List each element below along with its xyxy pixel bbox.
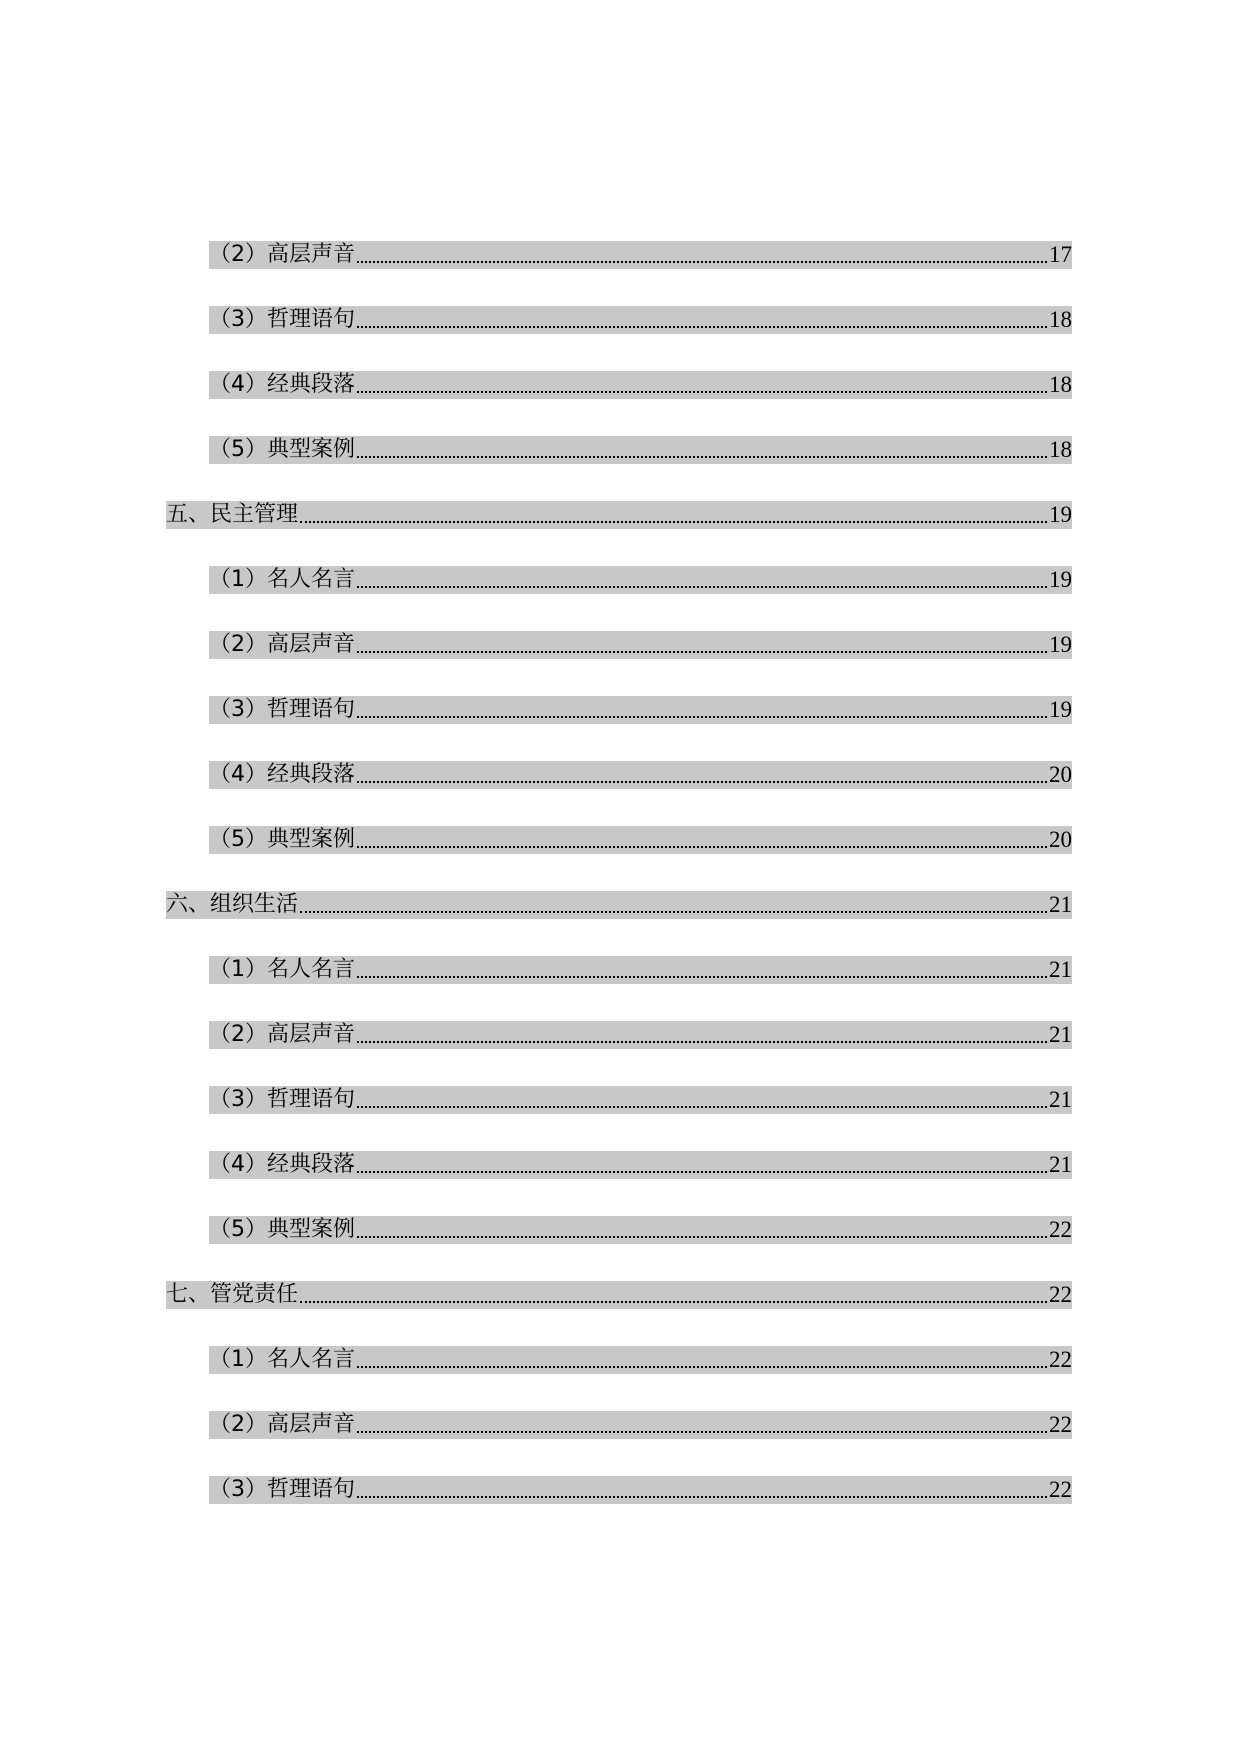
toc-entry[interactable] [209,631,1072,659]
toc-entry-label: （1）名人名言 [209,1347,355,1372]
toc-page-number: 21 [1049,1152,1072,1177]
toc-page-number: 19 [1049,567,1072,592]
toc-dot-leader [355,761,1049,789]
toc-page-number: 21 [1049,957,1072,982]
toc-dot-leader [355,1151,1049,1179]
toc-page-number: 22 [1049,1477,1072,1502]
toc-entry-label: （2）高层声音 [209,1412,355,1437]
toc-entry[interactable] [209,826,1072,854]
toc-dot-leader [355,1411,1049,1439]
toc-entry[interactable] [209,1021,1072,1049]
toc-dot-leader [355,566,1049,594]
toc-dot-leader [298,1281,1049,1309]
toc-entry-label: （3）哲理语句 [209,1477,355,1502]
toc-dot-leader [355,371,1049,399]
toc-entry[interactable] [209,306,1072,334]
toc-entry-label: （3）哲理语句 [209,307,355,332]
toc-section-heading[interactable] [166,501,1072,529]
toc-dot-leader [355,436,1049,464]
toc-entry-label: （2）高层声音 [209,1022,355,1047]
toc-section-heading[interactable] [166,1281,1072,1309]
toc-entry-label: （3）哲理语句 [209,1087,355,1112]
toc-entry-label: （5）典型案例 [209,827,355,852]
toc-page-number: 21 [1049,1087,1072,1112]
toc-section-heading[interactable] [166,891,1072,919]
toc-dot-leader [355,826,1049,854]
toc-dot-leader [355,1346,1049,1374]
toc-entry-label: （3）哲理语句 [209,697,355,722]
toc-entry[interactable] [209,1151,1072,1179]
toc-entry[interactable] [209,371,1072,399]
toc-entry[interactable] [209,241,1072,269]
toc-page-number: 22 [1049,1412,1072,1437]
toc-dot-leader [355,631,1049,659]
toc-page-number: 20 [1049,827,1072,852]
toc-entry[interactable] [209,436,1072,464]
toc-dot-leader [355,241,1049,269]
toc-entry[interactable] [209,566,1072,594]
toc-entry-label: （1）名人名言 [209,957,355,982]
toc-dot-leader [355,1216,1049,1244]
toc-page-number: 19 [1049,632,1072,657]
toc-dot-leader [355,1086,1049,1114]
toc-dot-leader [355,696,1049,724]
toc-dot-leader [298,501,1049,529]
toc-entry-label: （4）经典段落 [209,762,355,787]
toc-page-number: 18 [1049,437,1072,462]
toc-entry[interactable] [209,1086,1072,1114]
toc-entry-label: （4）经典段落 [209,1152,355,1177]
toc-page-number: 18 [1049,372,1072,397]
toc-entry[interactable] [209,696,1072,724]
toc-entry-label: 五、民主管理 [166,502,299,527]
toc-page-number: 19 [1049,697,1072,722]
toc-entry[interactable] [209,761,1072,789]
toc-dot-leader [355,306,1049,334]
toc-dot-leader [355,1021,1049,1049]
toc-entry[interactable] [209,1411,1072,1439]
toc-entry-label: （5）典型案例 [209,437,355,462]
toc-page-number: 22 [1049,1347,1072,1372]
toc-entry[interactable] [209,956,1072,984]
toc-entry-label: （1）名人名言 [209,567,355,592]
toc-entry-label: （5）典型案例 [209,1217,355,1242]
toc-entry-label: 六、组织生活 [166,892,299,917]
toc-dot-leader [298,891,1049,919]
toc-entry[interactable] [209,1216,1072,1244]
toc-entry[interactable] [209,1476,1072,1504]
toc-dot-leader [355,1476,1049,1504]
toc-page-number: 21 [1049,1022,1072,1047]
toc-entry-label: （2）高层声音 [209,632,355,657]
toc-page-number: 19 [1049,502,1072,527]
toc-page-number: 17 [1049,242,1072,267]
toc-entry-label: （4）经典段落 [209,372,355,397]
toc-entry-label: 七、管党责任 [166,1282,299,1307]
toc-page-number: 21 [1049,892,1072,917]
toc-dot-leader [355,956,1049,984]
toc-page-number: 22 [1049,1217,1072,1242]
toc-page-number: 22 [1049,1282,1072,1307]
toc-entry[interactable] [209,1346,1072,1374]
toc-page-number: 18 [1049,307,1072,332]
toc-page-number: 20 [1049,762,1072,787]
toc-entry-label: （2）高层声音 [209,242,355,267]
